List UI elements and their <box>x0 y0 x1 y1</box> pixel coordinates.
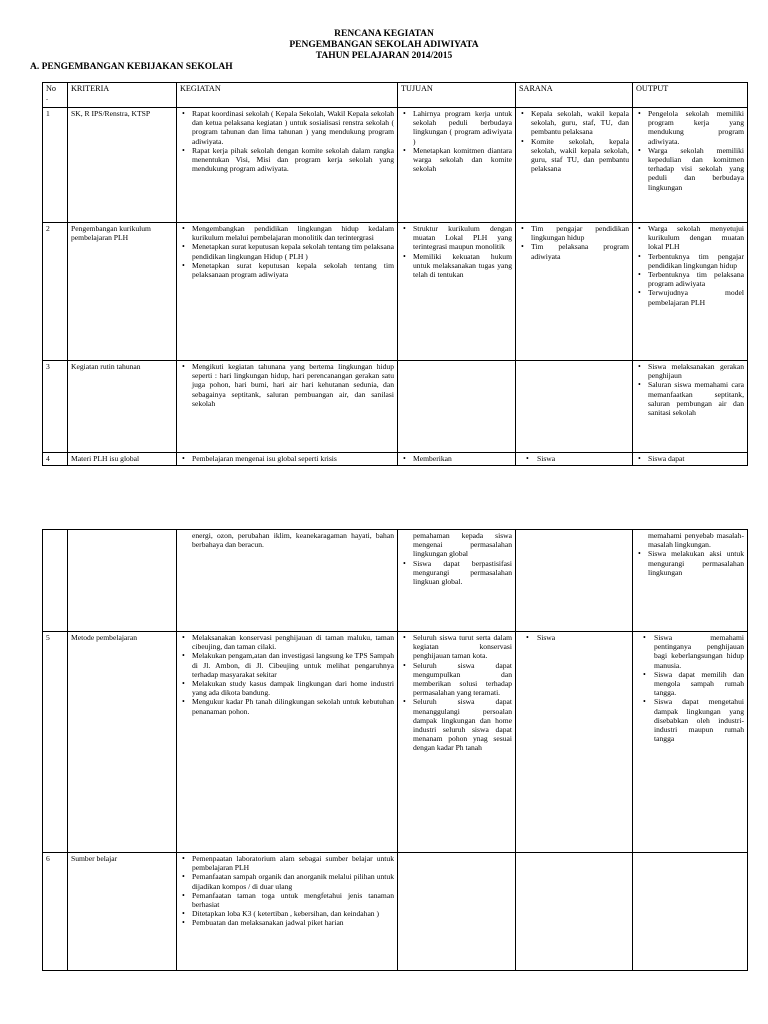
table-row <box>43 223 748 361</box>
list-item: • Mengukur kadar Ph tanah dilingkungan sekolah untuk kebutuhan penanaman pohon. <box>192 697 394 715</box>
output-cell <box>633 530 748 632</box>
col-header-sarana: SARANA <box>516 83 633 108</box>
kriteria-cell: Sumber belajar <box>68 853 177 971</box>
row-number: 1 <box>43 108 68 223</box>
doc-title-line-2: PENGEMBANGAN SEKOLAH ADIWIYATA <box>289 40 479 50</box>
kegiatan-cell <box>177 223 398 361</box>
list-item: • Memiliki kekuatan hukum untuk melaksanakan tugas yang telah di tentukan <box>413 252 512 280</box>
list-item: • Saluran siswa memahami cara memanfaatkan septitank, saluran pembungan air dan sanitasi sekolah <box>648 380 744 417</box>
list-item: • Rapat kerja pihak sekolah dengan komite sekolah dalam rangka menentukan Visi, Misi dan program kerja sekolah yang mendukung program adiwiyata. <box>192 146 394 174</box>
sarana-cell <box>516 530 633 632</box>
list-item: • Kepala sekolah, wakil kepala sekolah, guru, staf, TU, dan pembantu pelaksana <box>531 109 629 137</box>
list-item: • Pemanfaatan sampah organik dan anorganik melalui pilihan untuk dijadikan kompos / di duar ulang <box>192 872 394 890</box>
kriteria-cell <box>68 530 177 632</box>
list-item: • Siswa memahami pentinganya penghijauan bagi keberlangsungan hidup manusia. <box>654 633 744 670</box>
table-row <box>43 853 748 971</box>
row-number: 4 <box>43 453 68 466</box>
sarana-cell <box>516 453 633 466</box>
list-item: • Melaksanakan konservasi penghijauan di taman maluku, taman cibeujing, dan taman cilaki. <box>192 633 394 651</box>
col-header-no: No . <box>43 83 68 108</box>
list-item: • Pemenpaatan laboratorium alam sebagai sumber belajar untuk pembelajaran PLH <box>192 854 394 872</box>
list-item: • Menetapkan komitmen diantara warga sekolah dan komite sekolah <box>413 146 512 174</box>
table-row <box>43 530 748 632</box>
col-header-tujuan: TUJUAN <box>398 83 516 108</box>
col-header-kriteria: KRITERIA <box>68 83 177 108</box>
sarana-cell <box>516 361 633 453</box>
tujuan-cell <box>398 853 516 971</box>
list-item: • Terbentuknya tim pelaksana program adiwiyata <box>648 270 744 288</box>
list-item: • Seluruh siswa turut serta dalam kegiatan konservasi penghijauan taman kota. <box>413 633 512 661</box>
table-row <box>43 361 748 453</box>
kegiatan-cell <box>177 453 398 466</box>
kegiatan-cell <box>177 361 398 453</box>
tujuan-cell <box>398 453 516 466</box>
kegiatan-cell <box>177 632 398 853</box>
list-item: • Mengembangkan pendidikan lingkungan hidup kedalam kurikulum melalui pembelajaran monolitik dan terintergrasi <box>192 224 394 242</box>
tujuan-cell <box>398 108 516 223</box>
kegiatan-cell <box>177 108 398 223</box>
output-cell <box>633 108 748 223</box>
output-cell <box>633 853 748 971</box>
list-item: • Warga sekolah menyetujui kurikulum dengan muatan lokal PLH <box>648 224 744 252</box>
kriteria-cell: Materi PLH isu global <box>68 453 177 466</box>
output-continued-text: memahami penyebab masalah-masalah lingkungan. <box>648 531 744 550</box>
row-number <box>43 530 68 632</box>
table-row <box>43 632 748 853</box>
row-number: 2 <box>43 223 68 361</box>
list-item: • Mengikuti kegiatan tahunana yang bertema lingkungan hidup seperti : hari lingkungan hidup, hari perencanangan gerakan satu juga pohon, hari bumi, hari air hari kehutanan sedunia, dan sebagainya septitank, saluran pembuangan air, dan sanilasi sekolah <box>192 362 394 408</box>
kegiatan-cell <box>177 853 398 971</box>
tujuan-cell <box>398 632 516 853</box>
list-item: • Seluruh siswa dapat menanggulangi persoalan dampak lingkungan dan home industri seluruh siswa dapat menanam pohon ynag sesuai dengan kadar Ph tanah <box>413 697 512 752</box>
output-cell <box>633 632 748 853</box>
list-item: • Menetapkan surat keputusan kepala sekolah tentang tim pelaksanaan program adiwiyata <box>192 261 394 279</box>
tujuan-continued-text: pemahaman kepada siswa mengenai permasalahan lingkungan global <box>413 531 512 559</box>
list-item: • Melakukan study kasus dampak lingkungan dari home industri yang ada dikota bandung. <box>192 679 394 697</box>
kriteria-cell: Kegiatan rutin tahunan <box>68 361 177 453</box>
list-item: • Pengelola sekolah memiliki program kerja yang mendukung program adiwiyata. <box>648 109 744 146</box>
list-item: • Siswa dapat berpastisifasi mengurangi permasalahan lingkuan global. <box>413 559 512 587</box>
kriteria-cell: SK, R IPS/Renstra, KTSP <box>68 108 177 223</box>
tujuan-cell <box>398 223 516 361</box>
list-item: • Siswa dapat mengetahui dampak lingkungan yang disebabkan oleh industri-industri maupun rumah tangga <box>654 697 744 743</box>
sarana-cell <box>516 108 633 223</box>
doc-title-line-1: RENCANA KEGIATAN <box>334 29 434 39</box>
col-header-kegiatan: KEGIATAN <box>177 83 398 108</box>
list-item: • Siswa melakukan aksi untuk mengurangi permasalahan lingkungan <box>648 549 744 577</box>
output-cell <box>633 223 748 361</box>
row-number: 6 <box>43 853 68 971</box>
output-cell <box>633 453 748 466</box>
list-item: • Tim pengajar pendidikan lingkungan hidup <box>531 224 629 242</box>
list-item: • Siswa dapat memilih dan mengola sampah rumah tangga. <box>654 670 744 698</box>
list-item: • Lahirnya program kerja untuk sekolah peduli berbudaya lingkungan ( program adiwiyata ) <box>413 109 512 146</box>
kegiatan-cell <box>177 530 398 632</box>
sarana-cell <box>516 632 633 853</box>
list-item: • Terbentuknya tim pengajar pendidikan lingkungan hidup <box>648 252 744 270</box>
plan-table-part-2 <box>42 529 748 971</box>
list-item: • Komite sekolah, kepala sekolah, wakil kepala sekolah, guru, staf TU, dan pembantu pelaksana <box>531 137 629 174</box>
col-header-output: OUTPUT <box>633 83 748 108</box>
tujuan-cell <box>398 530 516 632</box>
list-item: • Seluruh siswa dapat mengumpulkan dan memberikan solusi terhadap permasalahan yang teramati. <box>413 661 512 698</box>
list-item: • Siswa <box>537 454 629 463</box>
table-row <box>43 108 748 223</box>
list-item: • Siswa melaksanakan gerakan penghijaun <box>648 362 744 380</box>
kegiatan-continued-text: energi, ozon, perubahan iklim, keanekaragaman hayati, bahan berbahaya dan beracun. <box>192 531 394 550</box>
list-item: • Struktur kurikulum dengan muatan Lokal PLH yang terintegrasi maupun monolitik <box>413 224 512 252</box>
row-number: 5 <box>43 632 68 853</box>
output-cell <box>633 361 748 453</box>
list-item: • Pemanfaatan taman toga untuk mengfetahui jenis tanaman berhasiat <box>192 891 394 909</box>
row-number: 3 <box>43 361 68 453</box>
list-item: • Siswa <box>537 633 629 642</box>
list-item: • Ditetapkan loba K3 ( ketertiban , kebersihan, dan keindahan ) <box>192 909 394 918</box>
doc-title-line-3: TAHUN PELAJARAN 2014/2015 <box>315 51 453 61</box>
list-item: • Melakukan pengam,atan dan investigasi langsung ke TPS Sampah di Jl. Ambon, di Jl. Cibeujing untuk melihat pengaruhnya terhadap masyarakat sekitar <box>192 651 394 679</box>
kriteria-cell: Pengembangan kurikulum pembelajaran PLH <box>68 223 177 361</box>
list-item: • Pembuatan dan melaksanakan jadwal piket harian <box>192 918 394 927</box>
list-item: • Pembelajaran mengenai isu global seperti krisis <box>192 454 394 463</box>
table-row <box>43 453 748 466</box>
sarana-cell <box>516 853 633 971</box>
list-item: • Siswa dapat <box>648 454 744 463</box>
list-item: • Terwujudnya model pembelajaran PLH <box>648 288 744 306</box>
list-item: • Rapat koordinasi sekolah ( Kepala Sekolah, Wakil Kepala sekolah dan ketua pelaksana kegiatan ) untuk sosialisasi renstra sekolah ( program tahunan dan lima tahunan ) yang mendukung program adiwiyata. <box>192 109 394 146</box>
list-item: • Menetapkan surat keputusan kepala sekolah tentang tim pelaksana pendidikan lingkungan Hidup ( PLH ) <box>192 242 394 260</box>
section-heading: A. PENGEMBANGAN KEBIJAKAN SEKOLAH <box>30 62 233 72</box>
kriteria-cell: Metode pembelajaran <box>68 632 177 853</box>
list-item: • Tim pelaksana program adiwiyata <box>531 242 629 260</box>
tujuan-cell <box>398 361 516 453</box>
list-item: • Warga sekolah memiliki kepedulian dan komitmen terhadap visi sekolah yang peduli dan berbudaya lingkungan <box>648 146 744 192</box>
list-item: • Memberikan <box>413 454 512 463</box>
table-header-row <box>43 83 748 108</box>
plan-table-part-1 <box>42 82 748 466</box>
sarana-cell <box>516 223 633 361</box>
